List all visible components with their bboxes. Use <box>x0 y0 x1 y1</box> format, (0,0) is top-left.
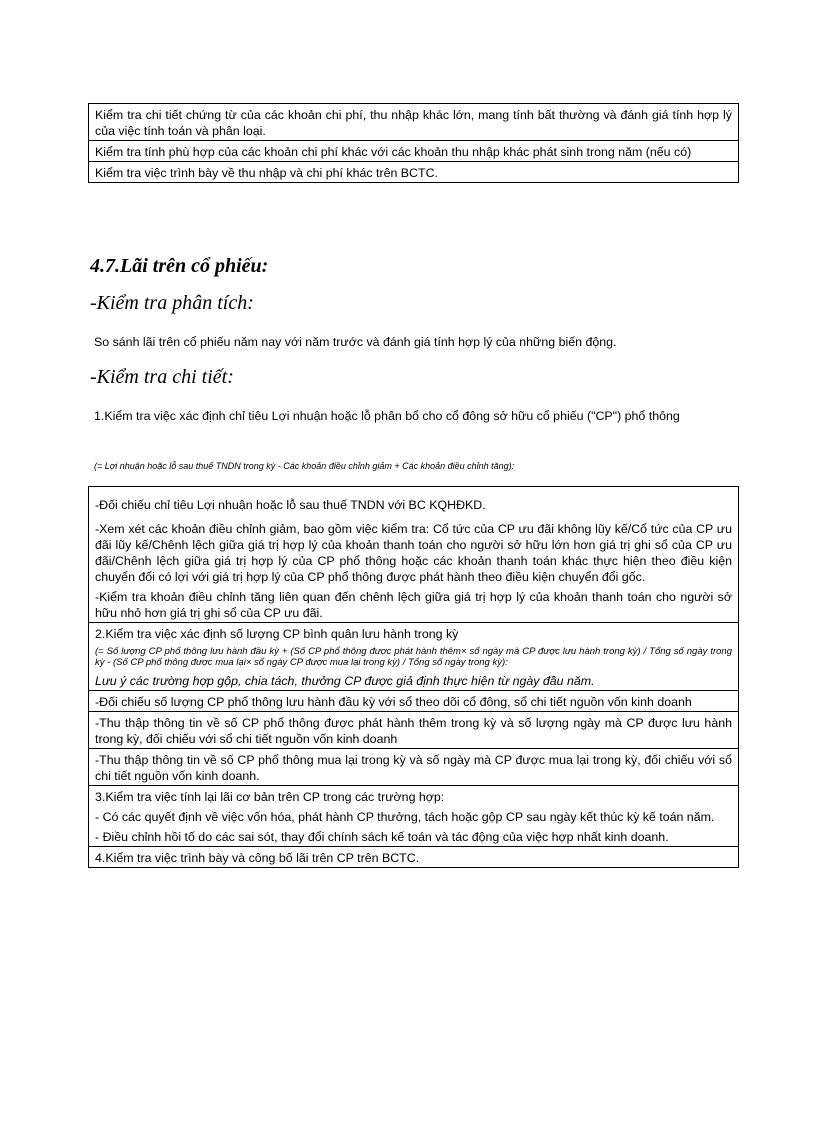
analysis-text: So sánh lãi trên cổ phiếu năm nay với năm trước và đánh giá tính hợp lý của những biến động. <box>94 335 617 349</box>
cell-paragraph: -Đối chiếu chỉ tiêu Lợi nhuận hoặc lỗ sau thuế TNDN với BC KQHĐKD. <box>95 498 486 512</box>
cell-paragraph: 2.Kiểm tra việc xác định số lượng CP bình quân lưu hành trong kỳ <box>95 627 459 641</box>
table-cell: -Thu thập thông tin về số CP phổ thông được phát hành thêm trong kỳ và số lượng ngày mà CP được lưu hành trong kỳ, đối chiếu với sổ chi tiết nguồn vốn kinh doanh <box>89 712 739 749</box>
top-procedure-table <box>88 103 739 183</box>
table-cell: Kiểm tra chi tiết chứng từ của các khoản chi phí, thu nhập khác lớn, mang tính bất thường và đánh giá tính hợp lý của việc tính toán và phân loại. <box>89 104 739 141</box>
table-row <box>89 749 739 786</box>
table-row <box>89 786 739 847</box>
cell-paragraph: -Kiểm tra khoản điều chỉnh tăng liên quan đến chênh lệch giữa giá trị hợp lý của khoản thanh toán cho người sở hữu nhỏ hơn giá trị ghi sổ của CP ưu đãi. <box>95 590 732 620</box>
table-row <box>89 691 739 712</box>
analysis-subheading: -Kiểm tra phân tích: <box>90 292 254 314</box>
section-heading: 4.7.Lãi trên cổ phiếu: <box>90 255 269 277</box>
note-text: Lưu ý các trường hợp gộp, chia tách, thưởng CP được giả định thực hiện từ ngày đầu năm. <box>95 674 595 688</box>
table-row <box>89 712 739 749</box>
table-cell: -Đối chiếu số lượng CP phổ thông lưu hành đầu kỳ với sổ theo dõi cổ đông, sổ chi tiết nguồn vốn kinh doanh <box>89 691 739 712</box>
cell-paragraph: -Xem xét các khoản điều chỉnh giảm, bao gồm việc kiểm tra: Cổ tức của CP ưu đãi không lũy kế/Cổ tức của CP ưu đãi lũy kế/Chênh lệch giữa giá trị hợp lý của khoản thanh toán cho người sở hữu lớn hơn giá trị ghi sổ của CP ưu đãi/Chênh lệch giữa giá trị hợp lý của CP phổ thông hoặc các khoản thanh toán khác thực hiện theo điều kiện chuyển đổi có lợi với giá trị hợp lý của CP phổ thông được phát hành theo điều kiện chuyển đổi gốc. <box>95 522 732 584</box>
cell-paragraph: 3.Kiểm tra việc tính lại lãi cơ bản trên CP trong các trường hợp: <box>95 790 445 804</box>
item1-text: 1.Kiểm tra việc xác định chỉ tiêu Lợi nhuận hoặc lỗ phân bổ cho cổ đông sở hữu cổ phiếu ("CP") phổ thông <box>94 409 680 423</box>
item1-formula: (= Lợi nhuận hoặc lỗ sau thuế TNDN trong kỳ - Các khoản điều chỉnh giảm + Các khoản điều chỉnh tăng): <box>94 461 515 471</box>
table-row <box>89 487 739 623</box>
cell-paragraph: - Điều chỉnh hồi tố do các sai sót, thay đổi chính sách kế toán và tác động của việc hợp nhất kinh doanh. <box>95 830 669 844</box>
table-cell: -Thu thập thông tin về số CP phổ thông mua lại trong kỳ và số ngày mà CP được mua lại trong kỳ, đối chiếu với sổ chi tiết nguồn vốn kinh doanh. <box>89 749 739 786</box>
table-row <box>89 847 739 868</box>
table-cell <box>89 623 739 691</box>
table-row <box>89 141 739 162</box>
table-cell <box>89 786 739 847</box>
detail-procedure-table <box>88 486 739 868</box>
table-cell: Kiểm tra tính phù hợp của các khoản chi phí khác với các khoản thu nhập khác phát sinh trong năm (nếu có) <box>89 141 739 162</box>
table-row <box>89 162 739 183</box>
table-cell: Kiểm tra việc trình bày về thu nhập và chi phí khác trên BCTC. <box>89 162 739 183</box>
cell-paragraph: - Có các quyết định về việc vốn hóa, phát hành CP thưởng, tách hoặc gộp CP sau ngày kết thúc kỳ kế toán năm. <box>95 810 715 824</box>
table-row <box>89 623 739 691</box>
table-cell <box>89 487 739 623</box>
detail-subheading: -Kiểm tra chi tiết: <box>90 366 234 388</box>
table-cell: 4.Kiểm tra việc trình bày và công bố lãi trên CP trên BCTC. <box>89 847 739 868</box>
formula-text: (= Số lượng CP phổ thông lưu hành đầu kỳ + (Số CP phổ thông được phát hành thêm× số ngày mà CP được lưu hành trong kỳ) / Tổng số ngày trong kỳ - (Số CP phổ thông được mua lại× số ngày CP được mua lại trong kỳ) / Tổng số ngày trong kỳ): <box>95 646 732 668</box>
table-row <box>89 104 739 141</box>
